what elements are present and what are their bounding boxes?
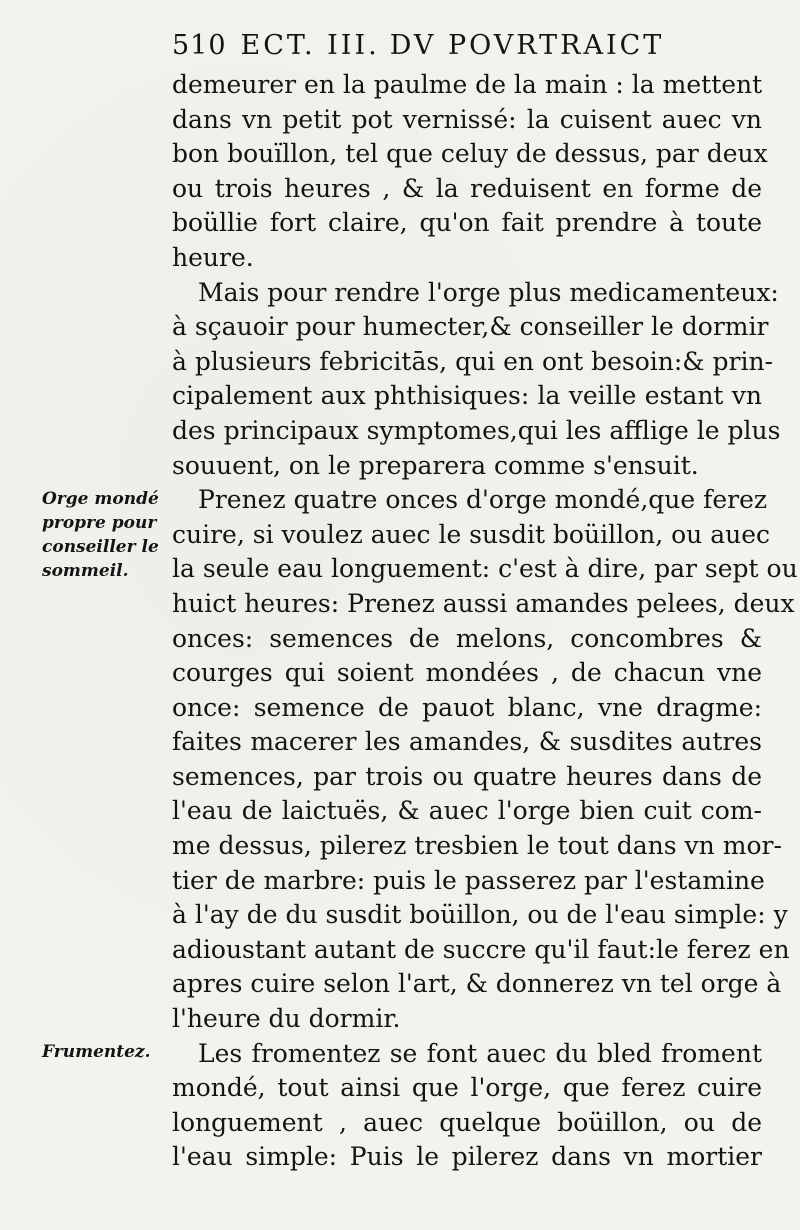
text-line: l'heure du dormir. bbox=[172, 1004, 401, 1034]
text-line: l'eau de laictuës, & auec l'orge bien cuit com- bbox=[172, 796, 762, 826]
text-line: Les fromentez se font auec du bled froment bbox=[198, 1038, 762, 1068]
marginal-note-line: sommeil. bbox=[42, 561, 129, 581]
text-line: onces: semences de melons, concombres & bbox=[172, 623, 762, 653]
body-text bbox=[172, 68, 798, 1175]
text-line: Mais pour rendre l'orge plus medicamenteux: bbox=[198, 277, 779, 307]
section-label: ECT. III. bbox=[240, 30, 380, 61]
marginal-note-orge bbox=[42, 487, 174, 583]
marginal-note-line: Frumentez. bbox=[42, 1042, 151, 1062]
text-line: faites macerer les amandes, & susdites autres bbox=[172, 727, 762, 757]
text-line: semences, par trois ou quatre heures dans de bbox=[172, 761, 762, 791]
text-line: à sçauoir pour humecter,& conseiller le dormir bbox=[172, 312, 769, 342]
text-line: des principaux symptomes,qui les afflige le plus bbox=[172, 415, 781, 445]
running-head bbox=[172, 30, 752, 70]
text-line: à plusieurs febricitās, qui en ont besoin:& prin- bbox=[172, 346, 774, 376]
marginal-note-frumentez bbox=[42, 1040, 174, 1064]
marginal-note-line: propre pour bbox=[42, 513, 157, 533]
text-line: huict heures: Prenez aussi amandes pelees, deux bbox=[172, 588, 795, 618]
text-line: l'eau simple: Puis le pilerez dans vn mortier bbox=[172, 1142, 762, 1172]
text-line: à l'ay de du susdit boüillon, ou de l'eau simple: y bbox=[172, 900, 788, 930]
text-line: cipalement aux phthisiques: la veille estant vn bbox=[172, 381, 762, 411]
text-line: ou trois heures , & la reduisent en forme de bbox=[172, 173, 762, 203]
page-number: 510 bbox=[172, 30, 227, 61]
text-line: me dessus, pilerez tresbien le tout dans vn mor- bbox=[172, 831, 782, 861]
text-line: la seule eau longuement: c'est à dire, par sept ou bbox=[172, 554, 798, 584]
text-line: demeurer en la paulme de la main : la mettent bbox=[172, 70, 763, 99]
text-line: heure. bbox=[172, 242, 254, 272]
text-line: mondé, tout ainsi que l'orge, que ferez cuire bbox=[172, 1073, 762, 1103]
text-line: adioustant autant de succre qu'il faut:le ferez en bbox=[172, 934, 790, 964]
marginal-note-line: Orge mondé bbox=[42, 489, 159, 509]
text-line: boüllie fort claire, qu'on fait prendre à toute bbox=[172, 208, 762, 238]
text-line: tier de marbre: puis le passerez par l'estamine bbox=[172, 865, 765, 895]
text-line: souuent, on le preparera comme s'ensuit. bbox=[172, 450, 699, 480]
text-line: cuire, si voulez auec le susdit boüillon, ou auec bbox=[172, 519, 771, 549]
marginal-note-line: conseiller le bbox=[42, 537, 159, 557]
text-line: dans vn petit pot vernissé: la cuisent auec vn bbox=[172, 104, 762, 134]
text-line: apres cuire selon l'art, & donnerez vn tel orge à bbox=[172, 969, 782, 999]
text-line: once: semence de pauot blanc, vne dragme: bbox=[172, 692, 762, 722]
text-line: courges qui soient mondées , de chacun vne bbox=[172, 658, 762, 688]
text-line: Prenez quatre onces d'orge mondé,que ferez bbox=[198, 485, 768, 515]
text-line: longuement , auec quelque boüillon, ou de bbox=[172, 1107, 762, 1137]
text-line: bon bouïllon, tel que celuy de dessus, par deux bbox=[172, 139, 768, 169]
running-title: DV POVRTRAICT bbox=[389, 30, 665, 61]
